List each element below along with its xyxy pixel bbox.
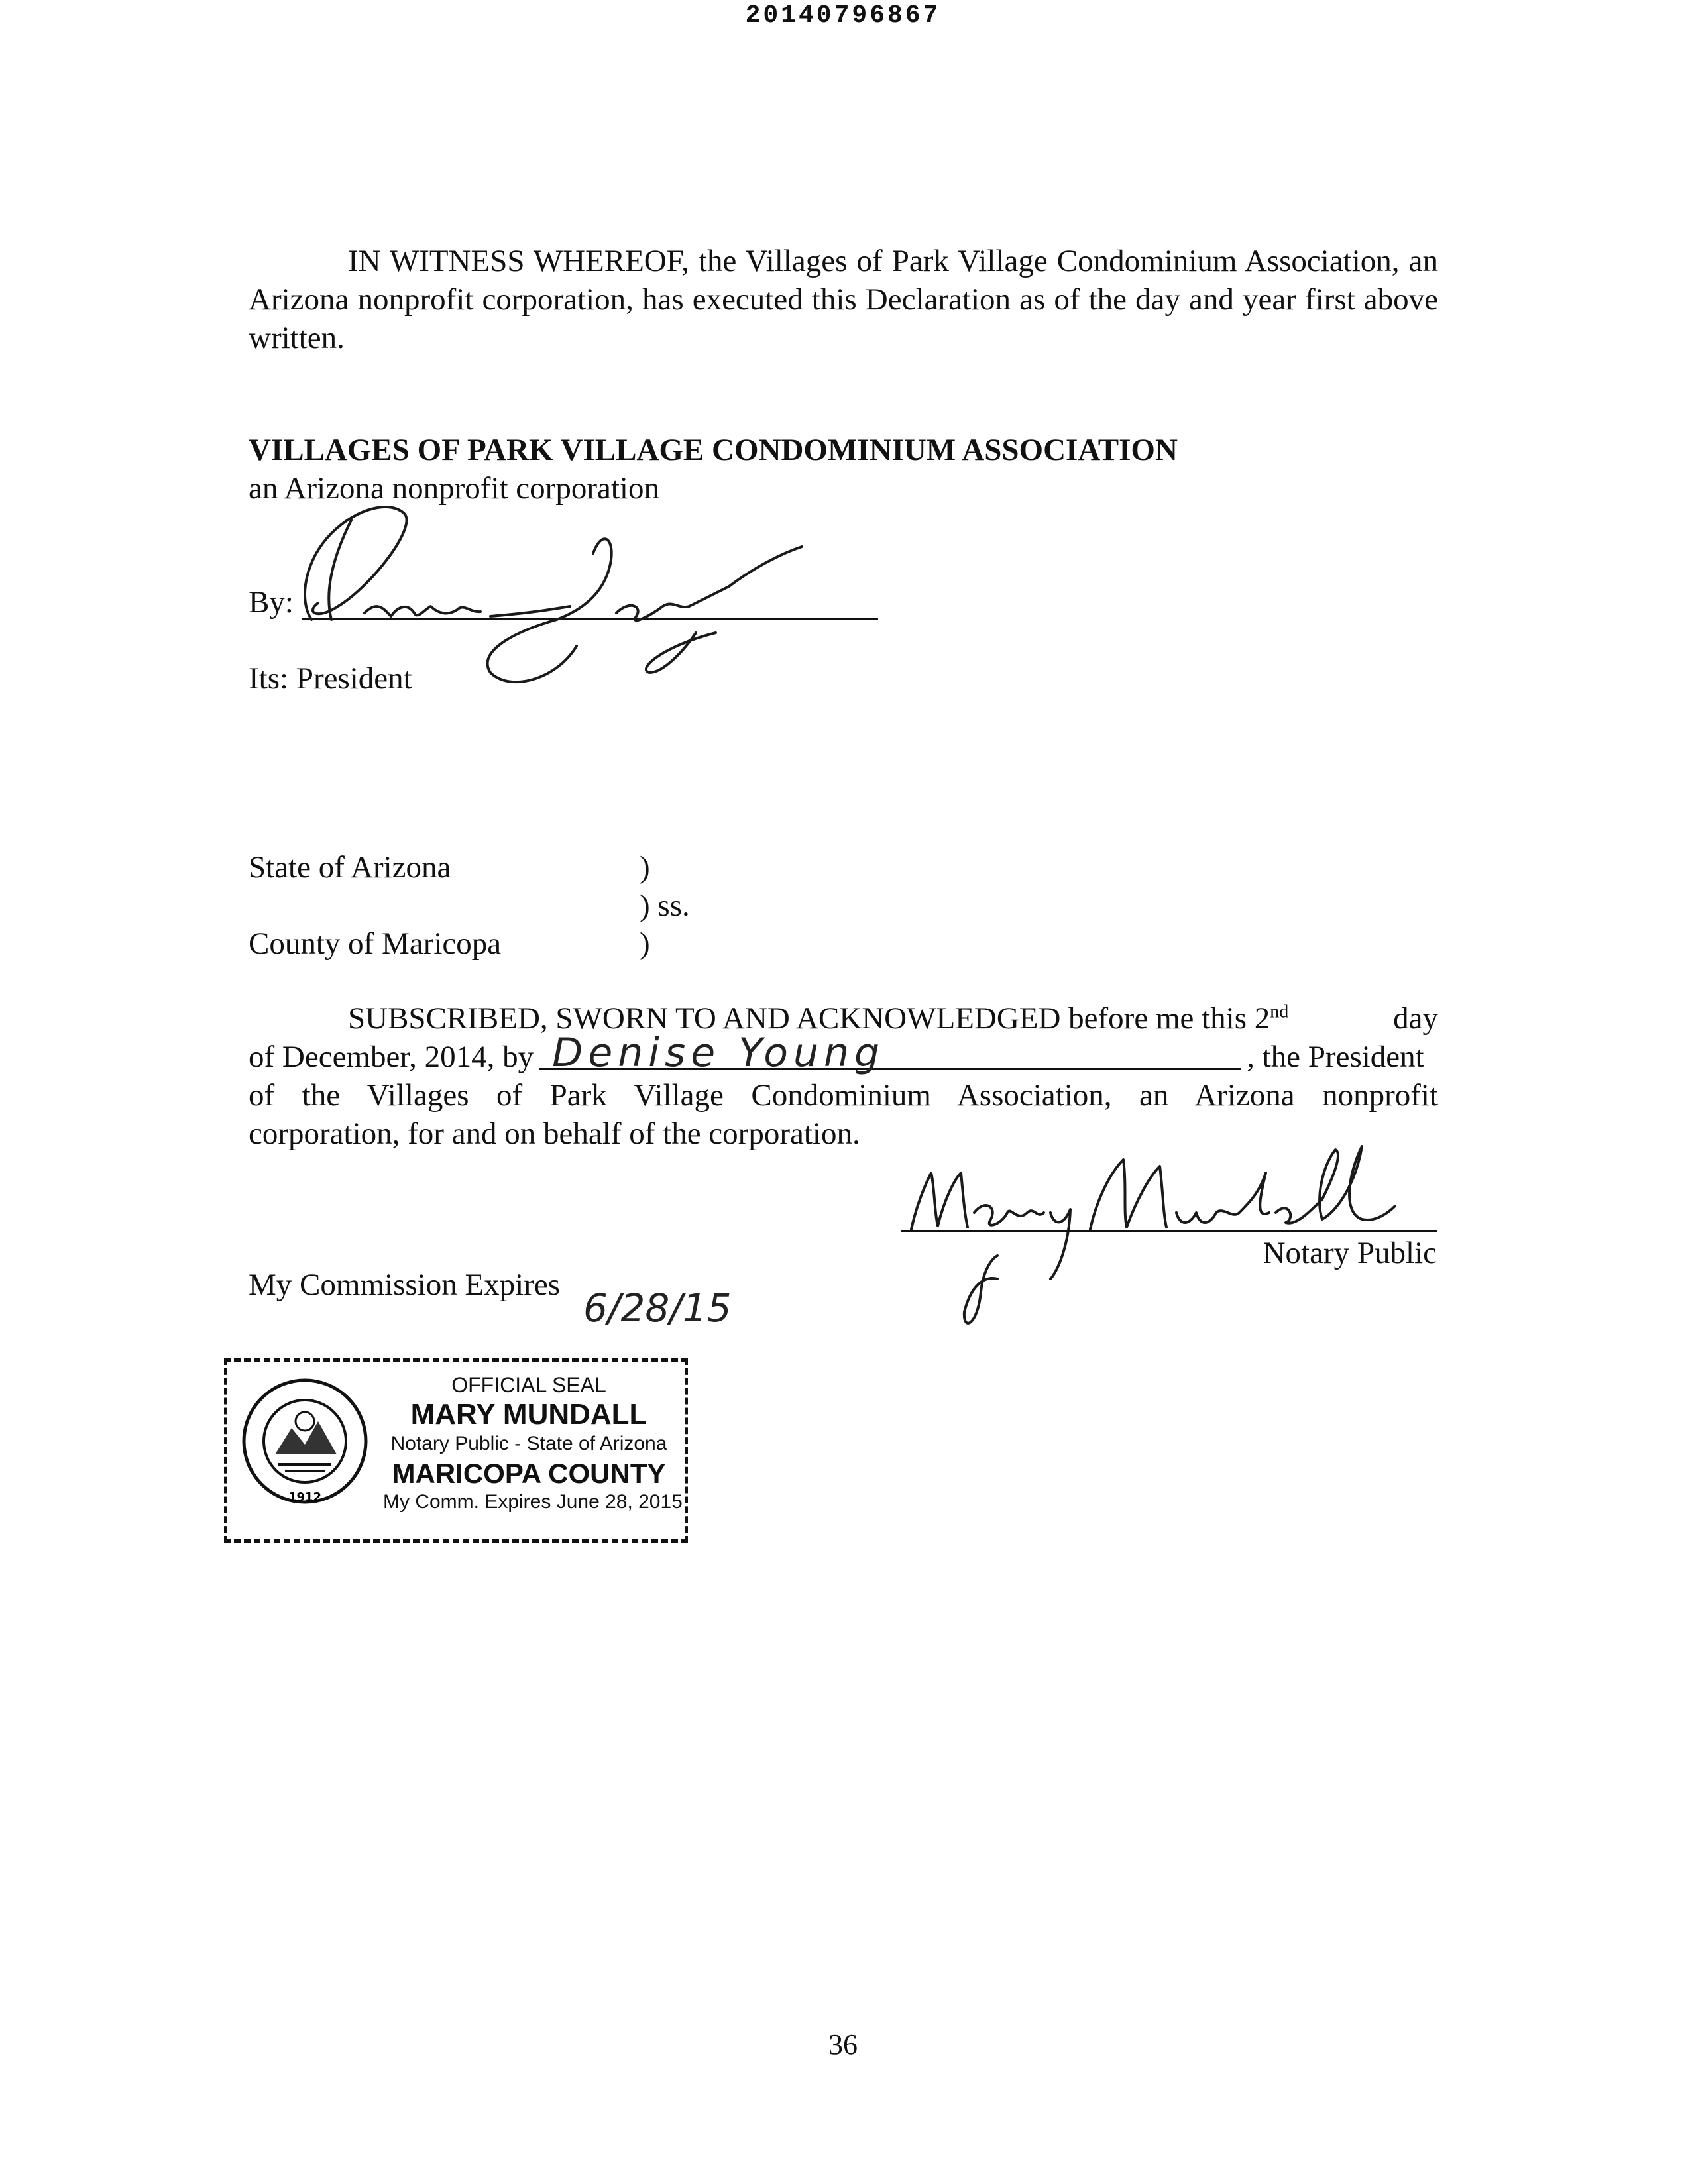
seal-county: MARICOPA COUNTY xyxy=(392,1458,666,1489)
signer-name-blank xyxy=(539,1030,1241,1076)
acknowledgment-line-2 xyxy=(249,1030,1438,1076)
seal-notary-role: Notary Public - State of Arizona xyxy=(390,1433,667,1454)
acknowledgment-line-1-end: day xyxy=(1393,1001,1438,1036)
seal-title: OFFICIAL SEAL xyxy=(451,1373,606,1397)
its-president-label: Its: President xyxy=(249,661,412,696)
acknowledgment-line-2-end: , the President xyxy=(1247,1040,1424,1074)
venue-bracket-bottom: ) xyxy=(640,926,650,961)
commission-expires-label: My Commission Expires xyxy=(249,1268,561,1302)
signer-handwritten-name: Denise Young xyxy=(552,1030,885,1076)
acknowledgment-line-1-start: SUBSCRIBED, SWORN TO AND ACKNOWLEDGED before me this 2nd xyxy=(348,1001,1289,1036)
notary-seal-stamp xyxy=(224,1358,688,1543)
venue-ss: ) ss. xyxy=(640,889,690,923)
venue-county: County of Maricopa xyxy=(249,926,502,961)
acknowledgment-line-4: corporation, for and on behalf of the corporation. xyxy=(249,1117,860,1151)
notary-signature-line xyxy=(901,1230,1437,1232)
association-description: an Arizona nonprofit corporation xyxy=(249,471,659,506)
witness-paragraph xyxy=(249,242,1438,357)
acknowledgment-line-3: of the Villages of Park Village Condominium Association, an Arizona nonprofit xyxy=(249,1078,1438,1113)
witness-paragraph-text: IN WITNESS WHEREOF, the Villages of Park Village Condominium Association, an Arizona nonprofit corporation, has executed this Declaration as of the day and year first above written. xyxy=(249,244,1438,355)
ordinal-suffix: nd xyxy=(1270,1001,1289,1022)
great-seal-emblem xyxy=(239,1375,371,1507)
page-number: 36 xyxy=(828,2028,858,2061)
association-name: VILLAGES OF PARK VILLAGE CONDOMINIUM ASSOCIATION xyxy=(249,433,1178,467)
by-label: By: xyxy=(249,585,294,620)
notary-signature xyxy=(898,1113,1402,1332)
acknowledgment-line-2-start: of December, 2014, by xyxy=(249,1040,534,1074)
notary-public-label: Notary Public xyxy=(1263,1236,1437,1270)
venue-bracket-top: ) xyxy=(640,850,650,885)
recording-number: 20140796867 xyxy=(745,1,941,30)
seal-expiration: My Comm. Expires June 28, 2015 xyxy=(383,1491,683,1513)
venue-state: State of Arizona xyxy=(249,850,451,885)
seal-notary-name: MARY MUNDALL xyxy=(410,1398,647,1431)
emblem-year: 1912 xyxy=(288,1490,322,1504)
commission-expires-date: 6/28/15 xyxy=(583,1285,732,1331)
